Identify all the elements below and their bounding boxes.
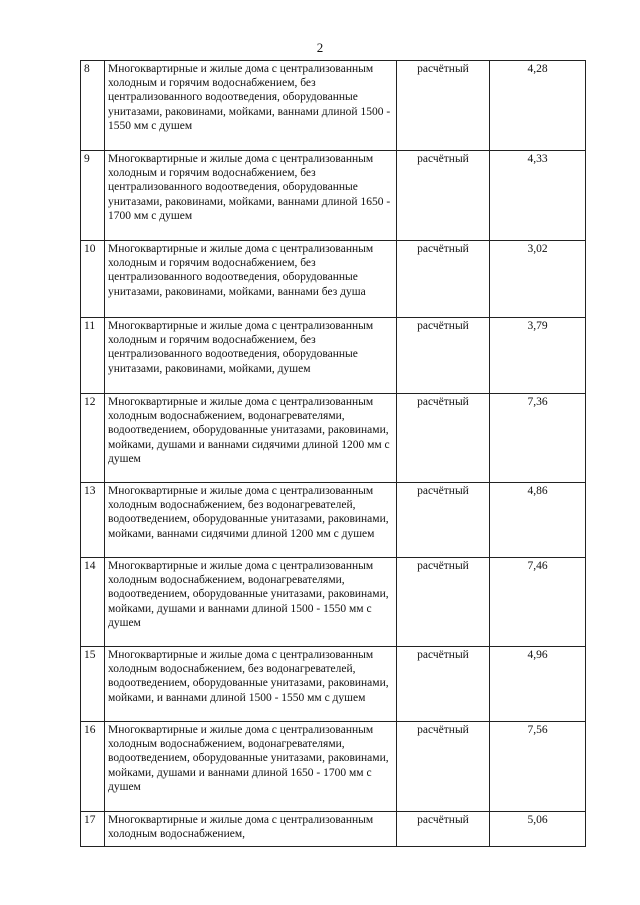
row-description: Многоквартирные и жилые дома с централизованным холодным водоснабжением, водонагревателями, водоотведением, оборудованные унитазами, раковинами, мойками, душами и ваннами длиной 1500 - 1550 мм с душем [105,558,397,647]
row-method: расчётный [397,558,490,647]
row-description: Многоквартирные и жилые дома с централизованным холодным водоснабжением, без водонагревателей, водоотведением, оборудованные унитазами, раковинами, мойками, и ваннами длиной 1500 - 1550 мм с душем [105,647,397,722]
row-method: расчётный [397,318,490,394]
row-number: 8 [81,61,105,151]
row-value: 3,79 [490,318,586,394]
row-value: 4,96 [490,647,586,722]
row-method: расчётный [397,61,490,151]
row-value: 3,02 [490,241,586,318]
table-row [81,647,586,722]
row-description: Многоквартирные и жилые дома с централизованным холодным водоснабжением, водонагревателями, водоотведением, оборудованные унитазами, раковинами, мойками, душами и ваннами длиной 1650 - 1700 мм с душем [105,722,397,812]
row-number: 11 [81,318,105,394]
row-number: 16 [81,722,105,812]
row-description: Многоквартирные и жилые дома с централизованным холодным и горячим водоснабжением, без централизованного водоотведения, оборудованные унитазами, раковинами, мойками, ваннами длиной 1650 - 1700 мм с душем [105,151,397,241]
row-description: Многоквартирные и жилые дома с централизованным холодным водоснабжением, без водонагревателей, водоотведением, оборудованные унитазами, раковинами, мойками, ваннами сидячими длиной 1200 мм с душем [105,483,397,558]
table-row [81,722,586,812]
row-method: расчётный [397,647,490,722]
row-value: 5,06 [490,812,586,847]
row-number: 9 [81,151,105,241]
row-number: 13 [81,483,105,558]
table-row [81,61,586,151]
row-method: расчётный [397,394,490,483]
row-number: 15 [81,647,105,722]
row-number: 12 [81,394,105,483]
row-number: 14 [81,558,105,647]
table-row [81,241,586,318]
table-row [81,318,586,394]
row-value: 7,46 [490,558,586,647]
row-value: 4,28 [490,61,586,151]
row-method: расчётный [397,151,490,241]
row-description: Многоквартирные и жилые дома с централизованным холодным и горячим водоснабжением, без централизованного водоотведения, оборудованные унитазами, раковинами, мойками, ваннами без душа [105,241,397,318]
table-row [81,394,586,483]
row-description: Многоквартирные и жилые дома с централизованным холодным и горячим водоснабжением, без централизованного водоотведения, оборудованные унитазами, раковинами, мойками, ваннами длиной 1500 - 1550 мм с душем [105,61,397,151]
row-number: 17 [81,812,105,847]
table-row [81,812,586,847]
row-value: 7,56 [490,722,586,812]
row-description: Многоквартирные и жилые дома с централизованным холодным водоснабжением, [105,812,397,847]
row-description: Многоквартирные и жилые дома с централизованным холодным водоснабжением, водонагревателями, водоотведением, оборудованные унитазами, раковинами, мойками, душами и ваннами сидячими длиной 1200 мм с душем [105,394,397,483]
row-value: 4,33 [490,151,586,241]
page-number: 2 [316,40,324,55]
row-number: 10 [81,241,105,318]
row-method: расчётный [397,722,490,812]
row-method: расчётный [397,483,490,558]
row-method: расчётный [397,812,490,847]
row-method: расчётный [397,241,490,318]
row-value: 7,36 [490,394,586,483]
row-description: Многоквартирные и жилые дома с централизованным холодным и горячим водоснабжением, без централизованного водоотведения, оборудованные унитазами, раковинами, мойками, душем [105,318,397,394]
row-value: 4,86 [490,483,586,558]
table-row [81,151,586,241]
table-row [81,558,586,647]
norms-table [80,60,586,847]
table-row [81,483,586,558]
